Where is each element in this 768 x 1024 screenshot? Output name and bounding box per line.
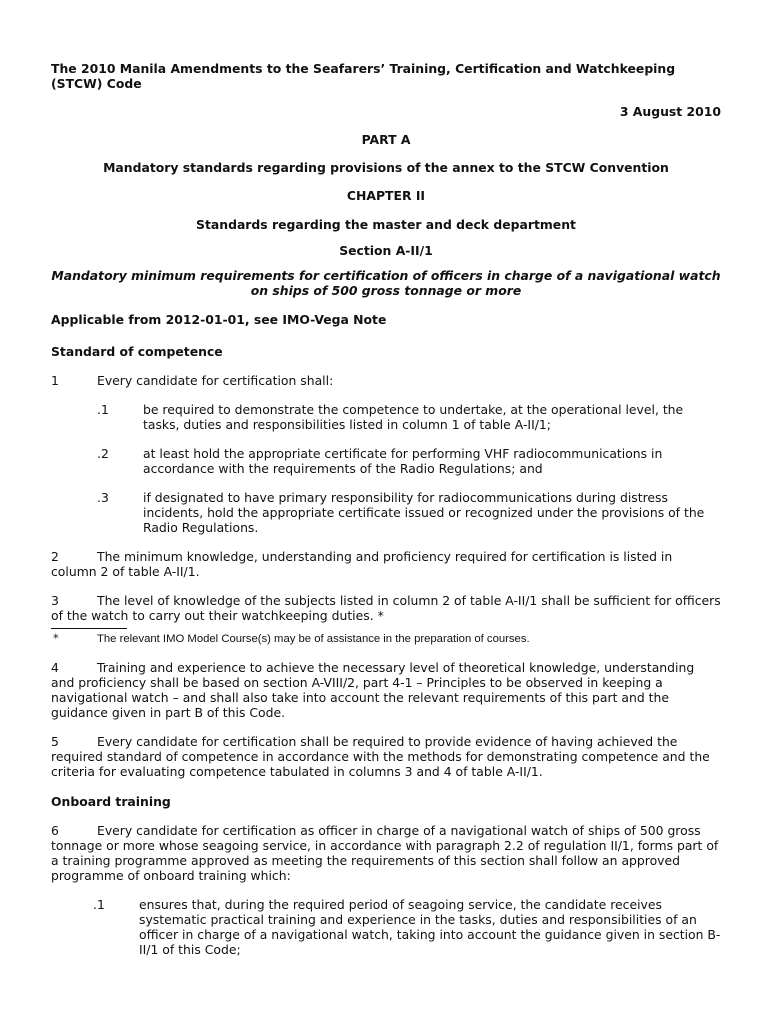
- paragraph-number: 3: [51, 593, 59, 608]
- paragraph-number: 1: [51, 373, 59, 388]
- item-text: be required to demonstrate the competence to undertake, at the operational level, the tasks, duties and responsibilities listed in column 1 of table A-II/1;: [143, 402, 684, 432]
- onboard-heading: Onboard training: [51, 794, 171, 809]
- paragraph-6: [51, 823, 721, 883]
- paragraph-number: 5: [51, 734, 59, 749]
- paragraph-text: The minimum knowledge, understanding and proficiency required for certification is listed in column 2 of table A-II/1.: [51, 549, 673, 579]
- footnote-mark: *: [53, 632, 59, 645]
- document-page: [51, 61, 721, 957]
- applicable-note: Applicable from 2012-01-01, see IMO-Vega Note: [51, 312, 387, 327]
- standard-heading: Standard of competence: [51, 344, 223, 359]
- item-1-1: [51, 402, 721, 432]
- paragraph-2: [51, 549, 721, 579]
- item-text: at least hold the appropriate certificate for performing VHF radiocommunications in accordance with the requirements of the Radio Regulations; and: [143, 446, 663, 476]
- footnote: [51, 632, 721, 646]
- item-number: .3: [97, 490, 109, 505]
- footnote-divider: [51, 628, 127, 629]
- document-date: 3 August 2010: [619, 104, 721, 119]
- item-1-2: [51, 446, 721, 476]
- chapter-subtitle: Standards regarding the master and deck department: [196, 217, 576, 232]
- paragraph-text: Training and experience to achieve the necessary level of theoretical knowledge, understanding and proficiency shall be based on section A-VIII/2, part 4-1 – Principles to be observed in keeping a navigational watch – and shall also take into account the relevant requirements of this part and the guidance given in part B of this Code.: [51, 660, 695, 720]
- paragraph-number: 6: [51, 823, 59, 838]
- footnote-text: The relevant IMO Model Course(s) may be of assistance in the preparation of courses.: [97, 633, 530, 645]
- section-subtitle: Mandatory minimum requirements for certification of officers in charge of a navigational watch on ships of 500 gross tonnage or more: [51, 268, 721, 298]
- part-heading: PART A: [361, 132, 411, 147]
- section-heading: Section A-II/1: [339, 243, 433, 258]
- document-title: The 2010 Manila Amendments to the Seafarers’ Training, Certification and Watchkeeping (STCW) Code: [51, 61, 676, 91]
- paragraph-number: 2: [51, 549, 59, 564]
- paragraph-text: The level of knowledge of the subjects listed in column 2 of table A-II/1 shall be sufficient for officers of the watch to carry out their watchkeeping duties. *: [51, 593, 721, 623]
- paragraph-number: 4: [51, 660, 59, 675]
- part-subtitle: Mandatory standards regarding provisions of the annex to the STCW Convention: [103, 160, 669, 175]
- paragraph-3: [51, 593, 721, 623]
- item-1-3: [51, 490, 721, 535]
- item-number: .1: [93, 897, 105, 912]
- paragraph-4: [51, 660, 721, 720]
- paragraph-1: [51, 373, 721, 388]
- item-text: if designated to have primary responsibility for radiocommunications during distress incidents, hold the appropriate certificate issued or recognized under the provisions of the Radio Regulations.: [143, 490, 705, 535]
- item-number: .1: [97, 402, 109, 417]
- paragraph-text: Every candidate for certification shall:: [97, 373, 334, 388]
- paragraph-5: [51, 734, 721, 779]
- item-text: ensures that, during the required period of seagoing service, the candidate receives systematic practical training and experience in the tasks, duties and responsibilities of an officer in charge of a navigational watch, taking into account the guidance given in section B-II/1 of this Code;: [139, 897, 721, 957]
- item-6-1: [51, 897, 721, 957]
- chapter-heading: CHAPTER II: [346, 188, 426, 203]
- paragraph-text: Every candidate for certification shall be required to provide evidence of having achieved the required standard of competence in accordance with the methods for demonstrating competence and the criteria for evaluating competence tabulated in columns 3 and 4 of table A-II/1.: [51, 734, 710, 779]
- paragraph-text: Every candidate for certification as officer in charge of a navigational watch of ships of 500 gross tonnage or more whose seagoing service, in accordance with paragraph 2.2 of regulation II/1, forms part of a training programme approved as meeting the requirements of this section shall follow an approved programme of onboard training which:: [51, 823, 719, 883]
- item-number: .2: [97, 446, 109, 461]
